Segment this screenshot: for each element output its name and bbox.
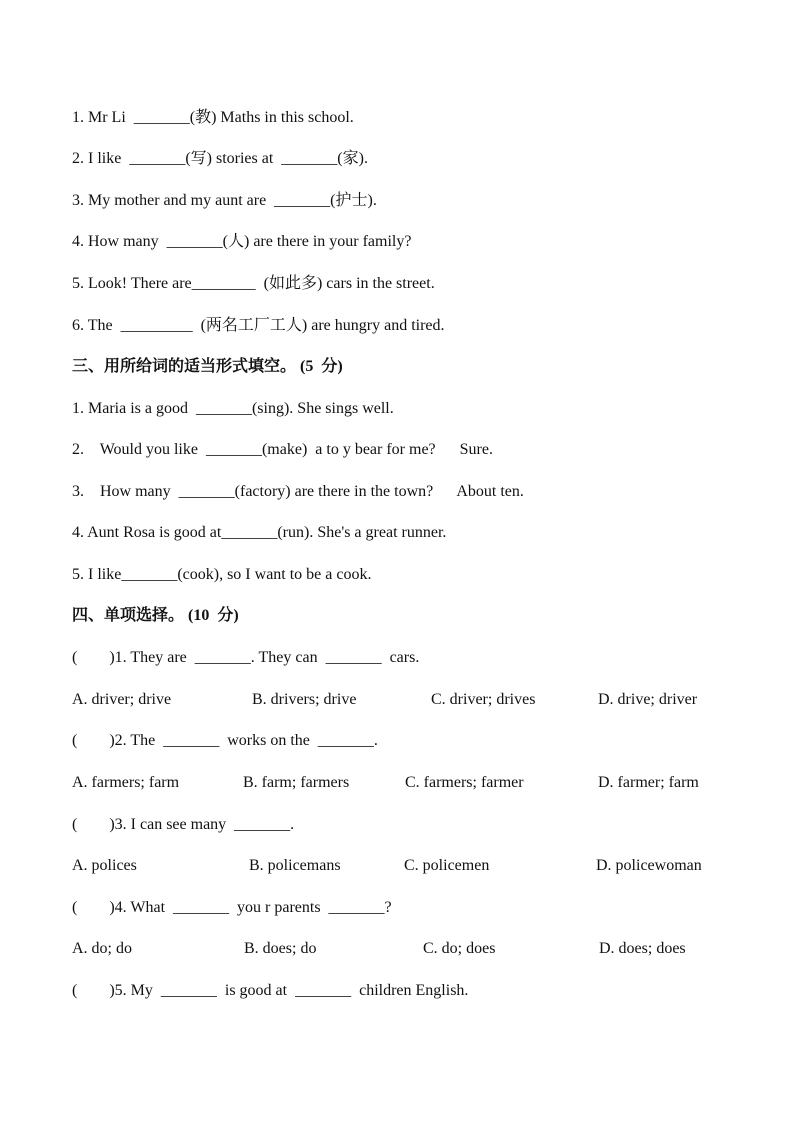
question-4-option-b: B. does; do	[244, 940, 317, 957]
part2-item-2: 2. I like _______(写) stories at _______(家).	[72, 150, 368, 167]
question-2-option-a: A. farmers; farm	[72, 774, 180, 791]
part2-item-5: 5. Look! There are________ (如此多) cars in the street.	[72, 275, 435, 292]
question-4-option-d: D. does; does	[599, 940, 686, 957]
question-1-stem: ( )1. They are _______. They can _______ cars.	[72, 649, 420, 666]
part2-item-3: 3. My mother and my aunt are _______(护士).	[72, 192, 377, 209]
question-1-option-a: A. driver; drive	[72, 691, 172, 708]
part2-item-1: 1. Mr Li _______(教) Maths in this school.	[72, 109, 354, 126]
part2-item-4: 4. How many _______(人) are there in your family?	[72, 233, 412, 250]
part3-item-3: 3. How many _______(factory) are there in the town? About ten.	[72, 483, 524, 500]
question-2-option-c: C. farmers; farmer	[405, 774, 524, 791]
question-1-option-d: D. drive; driver	[598, 691, 698, 708]
question-3-option-d: D. policewoman	[596, 857, 702, 874]
question-1-option-b: B. drivers; drive	[252, 691, 357, 708]
part3-item-4: 4. Aunt Rosa is good at_______(run). She's a great runner.	[72, 524, 447, 541]
question-5-stem: ( )5. My _______ is good at _______ children English.	[72, 982, 469, 999]
part2-item-6: 6. The _________ (两名工厂工人) are hungry and tired.	[72, 317, 445, 334]
question-2-option-b: B. farm; farmers	[243, 774, 350, 791]
question-4-option-c: C. do; does	[423, 940, 496, 957]
part3-item-5: 5. I like_______(cook), so I want to be a cook.	[72, 566, 372, 583]
question-2-stem: ( )2. The _______ works on the _______.	[72, 732, 378, 749]
question-3-option-c: C. policemen	[404, 857, 490, 874]
question-3-option-b: B. policemans	[249, 857, 341, 874]
question-4-option-a: A. do; do	[72, 940, 132, 957]
part3-item-2: 2. Would you like _______(make) a to y bear for me? Sure.	[72, 441, 493, 458]
part3-item-1: 1. Maria is a good _______(sing). She sings well.	[72, 400, 394, 417]
question-3-stem: ( )3. I can see many _______.	[72, 816, 295, 833]
question-3-option-a: A. polices	[72, 857, 137, 874]
part4-heading: 四、单项选择。 (10 分)	[72, 607, 239, 624]
question-2-option-d: D. farmer; farm	[598, 774, 699, 791]
question-4-stem: ( )4. What _______ you r parents _______?	[72, 899, 392, 916]
question-1-option-c: C. driver; drives	[431, 691, 536, 708]
part3-heading: 三、用所给词的适当形式填空。 (5 分)	[72, 358, 343, 375]
